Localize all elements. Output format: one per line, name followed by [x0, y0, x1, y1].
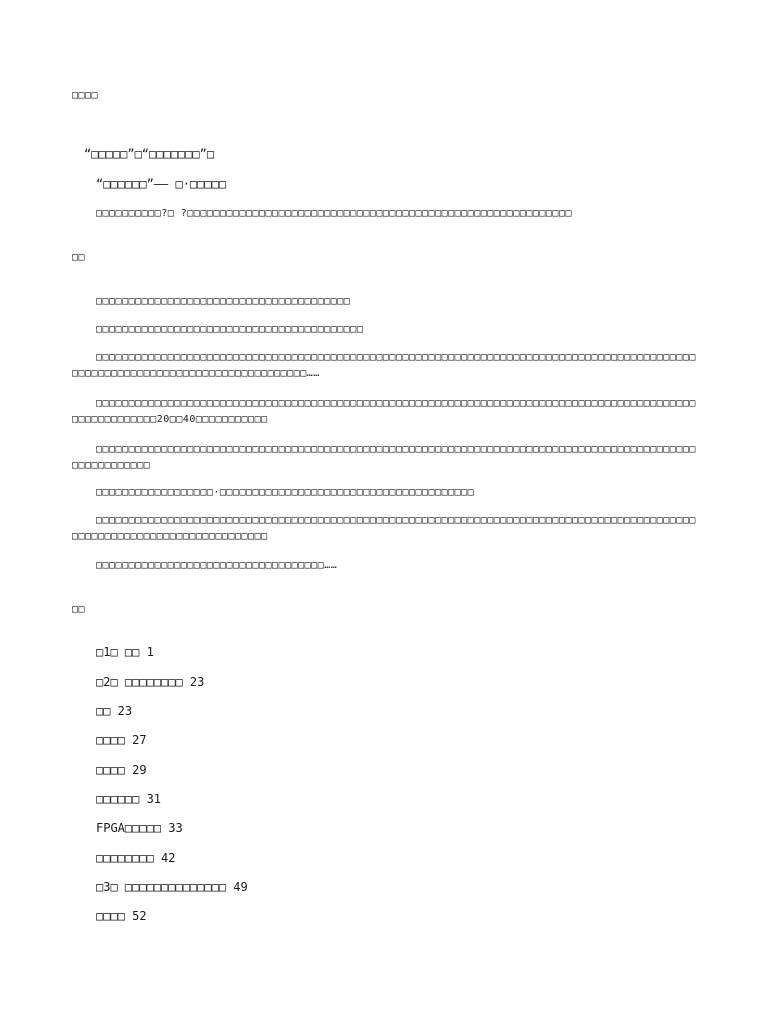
document-title: □□□□ — [72, 90, 99, 101]
preface-paragraph: □□□□□□□□□□□□□□□□□□□□□□□□□□□□□□□□□□□□□□□□□□□□□□□□□□□□□□□□□□□□□□□□□□□□□□□□□□□□□□□□□□□□□□□□□□□□□□□□□□□□□□□□□□□□□□□□□□□□□□□□□□ — [72, 515, 696, 542]
toc-entry[interactable]: □□□□ 52 — [96, 909, 147, 923]
epigraph-attribution: “□□□□□□”—— □·□□□□□ — [96, 177, 227, 191]
toc-entry[interactable]: □□□□□□ 31 — [96, 792, 162, 806]
toc-entry[interactable]: □□□□□□□□ 42 — [96, 851, 176, 865]
preface-paragraph: □□□□□□□□□□□□□□□□□□□□□□□□□□□□□□□□□□□□□□□□□ — [96, 324, 364, 335]
toc-entry[interactable]: □2□ □□□□□□□□ 23 — [96, 675, 205, 689]
toc-heading: □□ — [72, 604, 86, 615]
preface-paragraph: □□□□□□□□□□□□□□□□□□□□□□□□□□□□□□□□□□□□□□□ — [96, 296, 351, 307]
toc-entry[interactable]: □3□ □□□□□□□□□□□□□□ 49 — [96, 880, 248, 894]
toc-entry[interactable]: □□□□ 29 — [96, 763, 147, 777]
epigraph-text: □□□□□□□□□□?□ ?□□□□□□□□□□□□□□□□□□□□□□□□□□□□□□□□□□□□□□□□□□□□□□□□□□□□□□□□□□□ — [96, 208, 572, 219]
toc-entry[interactable]: □□ 23 — [96, 704, 133, 718]
preface-paragraph: □□□□□□□□□□□□□□□□□□□□□□□□□□□□□□□□□□□□□□□□□□□□□□□□□□□□□□□□□□□□□□□□□□□□□□□□□□□□□□□□□□□□□□□□□□□□□□□□□□□□□□□□□□□□□□□□□□□□□□□□□□□□□□□□…… — [72, 352, 696, 379]
toc-entry[interactable]: □1□ □□ 1 — [96, 645, 154, 659]
epigraph-quote: “□□□□□”□“□□□□□□□”□ — [84, 147, 215, 161]
preface-paragraph: □□□□□□□□□□□□□□□□□□□□□□□□□□□□□□□□□□□…… — [96, 560, 338, 571]
toc-entry[interactable]: FPGA□□□□□ 33 — [96, 821, 183, 835]
preface-paragraph: □□□□□□□□□□□□□□□□□□□□□□□□□□□□□□□□□□□□□□□□□□□□□□□□□□□□□□□□□□□□□□□□□□□□□□□□□□□□□□□□□□□□□□□□□□□□□□□□□□□□□□□□ — [72, 444, 696, 471]
preface-paragraph: □□□□□□□□□□□□□□□□□□□□□□□□□□□□□□□□□□□□□□□□□□□□□□□□□□□□□□□□□□□□□□□□□□□□□□□□□□□□□□□□□□□□□□□□□□□□□□□□□□□□□□□□□20□□40□□□□□□□□□□□ — [72, 398, 696, 425]
preface-heading: □□ — [72, 252, 86, 263]
preface-paragraph: □□□□□□□□□□□□□□□□□□·□□□□□□□□□□□□□□□□□□□□□□□□□□□□□□□□□□□□□□□ — [96, 487, 475, 498]
toc-entry[interactable]: □□□□ 27 — [96, 733, 147, 747]
